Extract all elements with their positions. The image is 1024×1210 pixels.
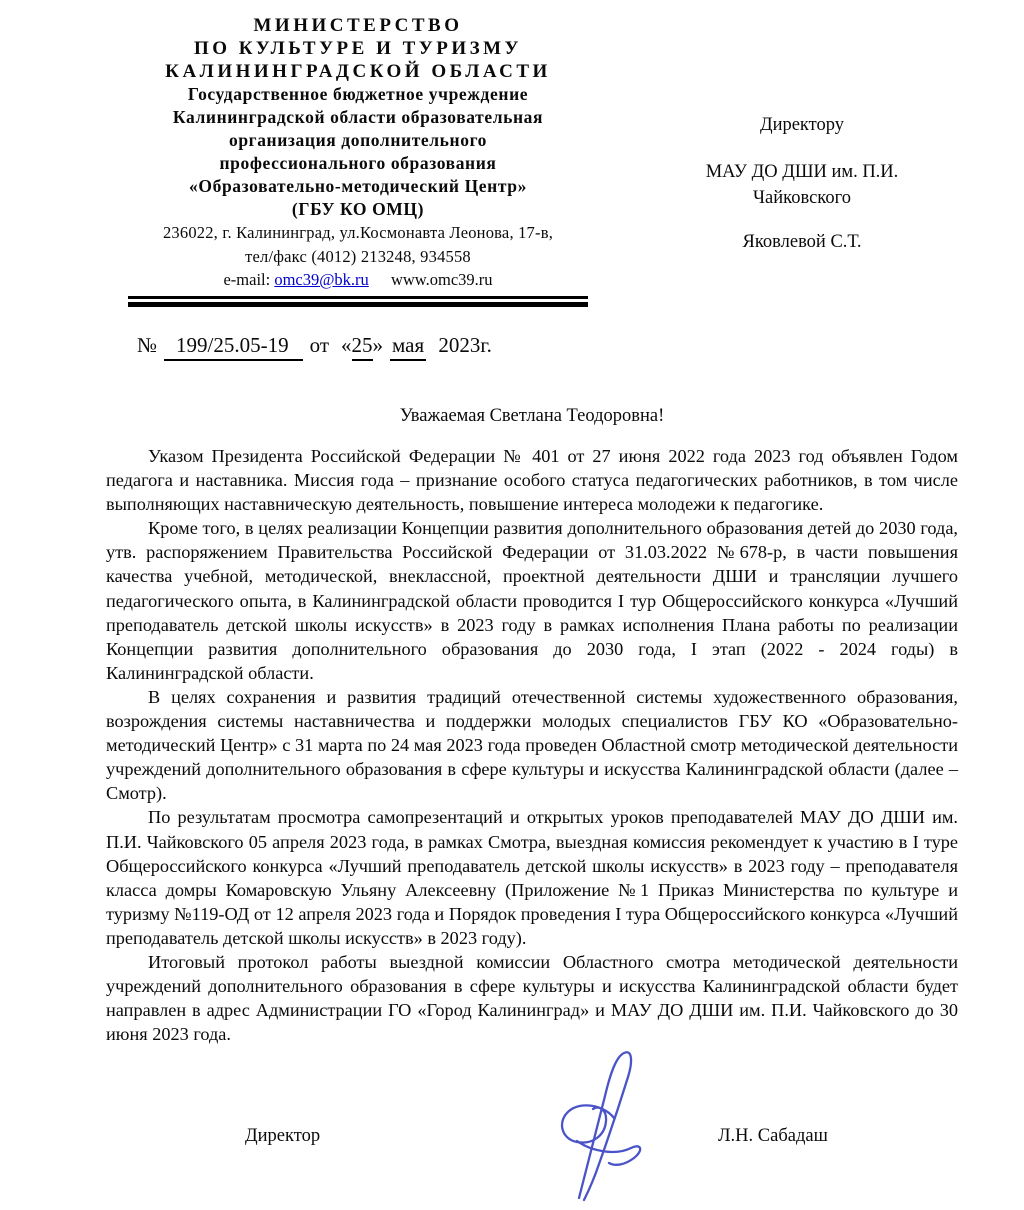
org-name-line: КАЛИНИНГРАДСКОЙ ОБЛАСТИ	[165, 61, 551, 82]
date-year: 2023г.	[438, 333, 492, 357]
recipient-block	[650, 112, 954, 255]
number-sign: №	[137, 333, 158, 357]
recipient-title: Директору	[759, 115, 845, 135]
divider-thin-line	[128, 296, 588, 299]
signer-name: Л.Н. Сабадаш	[718, 1126, 828, 1146]
letter-body	[106, 444, 958, 1046]
close-quote: »	[372, 333, 384, 357]
email-link[interactable]: omc39@bk.ru	[274, 270, 369, 289]
body-paragraph: Итоговый протокол работы выездной комиссии Областного смотра методической деятельности учреждений дополнительного образования в сфере культуры и искусства Калининградской области будет направлен в адрес Администрации ГО «Город Калининград» и МАУ ДО ДШИ им. П.И. Чайковского до 30 июня 2023 года.	[106, 951, 958, 1045]
org-subname-line: профессионального образования	[219, 153, 497, 173]
email-label: e-mail:	[223, 270, 271, 289]
date-month: мая	[390, 333, 426, 361]
outgoing-number: 199/25.05-19	[164, 333, 303, 361]
salutation: Уважаемая Светлана Теодоровна!	[399, 406, 665, 426]
body-paragraph: В целях сохранения и развития традиций отечественной системы художественного образования, возрождения системы наставничества и поддержки молодых специалистов ГБУ КО «Образовательно-методический Центр» с 31 марта по 24 мая 2023 года проведен Областной смотр методической деятельности учреждений дополнительного образования в сфере культуры и искусства Калининградской области (далее – Смотр).	[106, 686, 958, 804]
recipient-org-line: МАУ ДО ДШИ им. П.И.	[705, 162, 899, 182]
org-abbreviation: (ГБУ КО ОМЦ)	[291, 199, 425, 219]
handwritten-signature	[538, 1046, 670, 1206]
body-paragraph: По результатам просмотра самопрезентаций и открытых уроков преподавателей МАУ ДО ДШИ им. П.И. Чайковского 05 апреля 2023 года, в рамках Смотра, выездная комиссия рекомендует к участию в I туре Общероссийского конкурса «Лучший преподаватель детской школы искусств» в 2023 году – преподавателя класса домры Комаровскую Ульяну Алексеевну (Приложение №1 Приказ Министерства по культуре и туризму №119-ОД от 12 апреля 2023 года и Порядок проведения I тура Общероссийского конкурса «Лучший преподаватель детской школы искусств» в 2023 году).	[106, 807, 958, 948]
org-subname-line: «Образовательно-методический Центр»	[189, 176, 527, 196]
org-subname-line: Государственное бюджетное учреждение	[187, 84, 529, 104]
letterhead	[128, 14, 588, 292]
date-day-wrap	[341, 333, 383, 357]
org-contacts-line	[128, 268, 588, 292]
org-subname-line: Калининградской области образовательная	[172, 107, 544, 127]
org-address: 236022, г. Калининград, ул.Космонавта Леонова, 17-в,	[162, 223, 554, 242]
recipient-person: Яковлевой С.Т.	[742, 232, 862, 252]
signer-position: Директор	[245, 1126, 321, 1146]
letterhead-divider	[128, 296, 588, 307]
org-name-line: МИНИСТЕРСТВО	[253, 15, 463, 36]
date-day: 25	[352, 333, 373, 361]
reference-line	[137, 331, 492, 359]
website-text: www.omc39.ru	[390, 270, 493, 289]
ot-word: от	[309, 333, 330, 357]
body-paragraph: Кроме того, в целях реализации Концепции развития дополнительного образования детей до 2030 года, утв. распоряжением Правительства Российской Федерации от 31.03.2022 №678-р, в части повышения качества учебной, методической, внеклассной, проектной деятельности ДШИ и трансляции лучшего педагогического опыта, в Калининградской области проводится I тур Общероссийского конкурса «Лучший преподаватель детской школы искусств» в 2023 году в рамках исполнения Плана работы по реализации Концепции развития дополнительного образования до 2030 года, I этап (2022 - 2024 годы) в Калининградской области.	[106, 518, 958, 683]
org-name-line: ПО КУЛЬТУРЕ И ТУРИЗМУ	[193, 38, 522, 59]
open-quote: «	[341, 333, 352, 357]
body-paragraph: Указом Президента Российской Федерации № 401 от 27 июня 2022 года 2023 год объявлен Годом педагога и наставника. Миссия года – признание особого статуса педагогических работников, в том числе выполняющих наставническую деятельность, повышение интереса молодежи к педагогике.	[106, 446, 958, 515]
divider-thick-line	[128, 302, 588, 307]
org-subname-line: организация дополнительного	[228, 130, 488, 150]
recipient-org-line: Чайковского	[753, 188, 851, 208]
org-phone: тел/факс (4012) 213248, 934558	[245, 246, 471, 266]
